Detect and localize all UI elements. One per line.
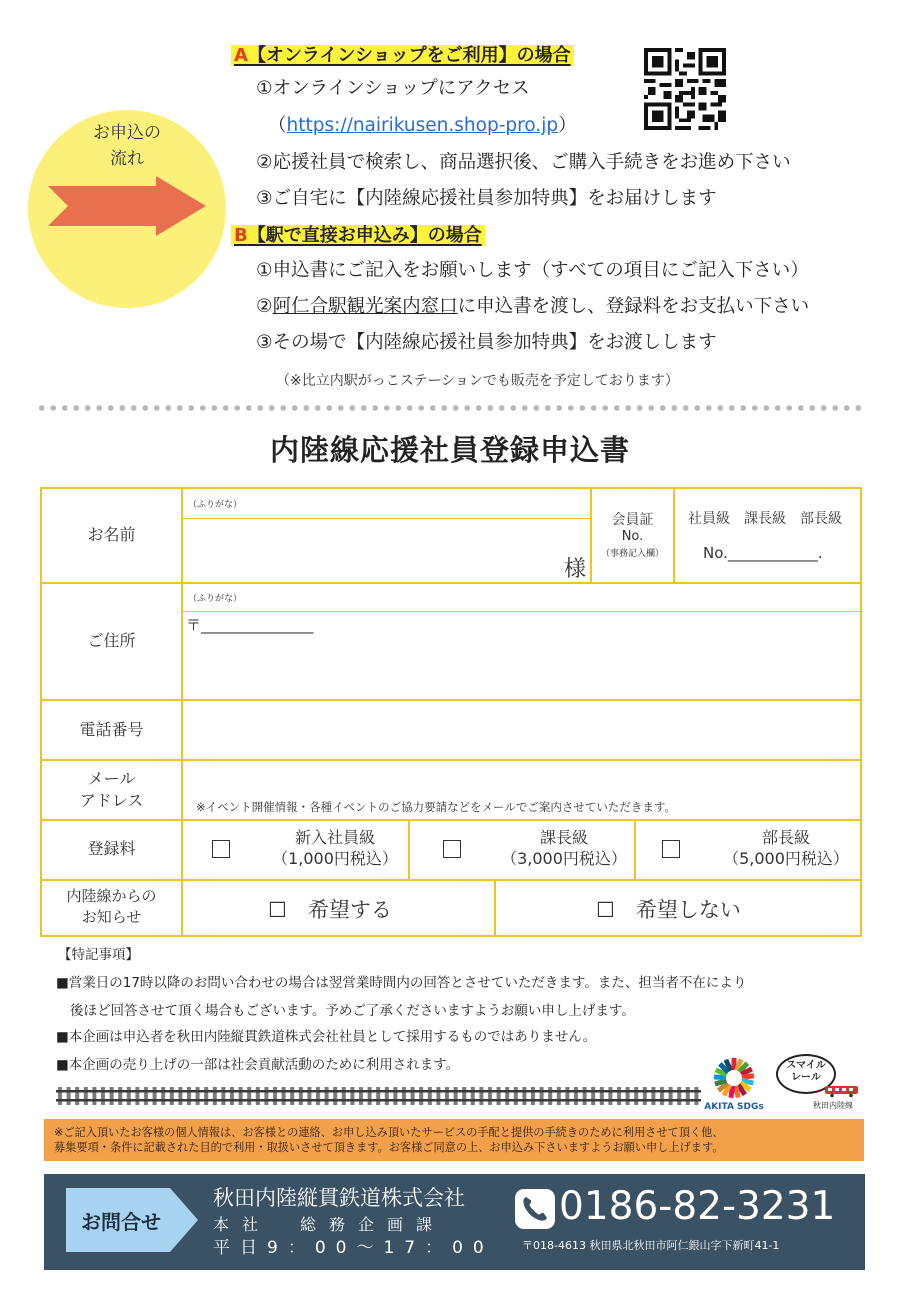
- privacy-notice: ※ご記入頂いたお客様の個人情報は、お客様との連絡、お申し込み頂いたサービスの手配と提供の手続きのために利用させて頂く他、 募集要項・条件に記載された目的で利用・取扱いさせて頂きます。お客様ご同意の上、お申込み下さいますようお願い申し上げます。: [44, 1119, 864, 1161]
- akita-sdgs-text: AKITA SDGs: [704, 1102, 764, 1112]
- section-b-heading: B【駅で直接お申込み】の場合: [231, 224, 485, 248]
- smile-rail-company: 秋田内陸線: [813, 1101, 853, 1110]
- news-option-yes[interactable]: ☐ 希望する: [268, 898, 392, 922]
- email-input[interactable]: [184, 762, 858, 792]
- contact-tag-label: お問合せ: [81, 1210, 161, 1234]
- a-step-3: ③ご自宅に【内陸線応援社員参加特典】をお届けします: [256, 188, 717, 209]
- fee-checkbox-new-employee[interactable]: [212, 840, 230, 858]
- phone-icon: [514, 1188, 556, 1230]
- dotted-divider: [36, 405, 862, 411]
- fee-label: 登録料: [87, 839, 136, 858]
- fee-checkbox-section-chief[interactable]: [443, 840, 461, 858]
- note-1-line-1: ■営業日の17時以降のお問い合わせの場合は翌営業時間内の回答とさせていただきます。また、担当者不在により: [56, 975, 747, 991]
- fee-option-section-chief: 課長級 （3,000円税込）: [501, 828, 627, 868]
- flow-circle-label: お申込の 流れ: [93, 123, 161, 169]
- b-step-3: ③その場で【内陸線応援社員参加特典】をお渡しします: [256, 332, 717, 353]
- member-card-label: 会員証: [611, 512, 654, 528]
- akita-sdgs-logo-icon: [712, 1056, 756, 1100]
- railway-track-icon: [56, 1085, 701, 1107]
- note-1-line-2: 後ほど回答させて頂く場合もございます。予めご了承くださいますようお願い申し上げます。: [70, 1003, 635, 1019]
- member-card-note: （事務記入欄）: [600, 549, 664, 559]
- address-input[interactable]: [184, 640, 858, 698]
- a-step-2: ②応援社員で検索し、商品選択後、ご購入手続きをお進め下さい: [256, 152, 791, 173]
- postal-code-field[interactable]: 〒_______________: [186, 616, 314, 634]
- contact-company: 秋田内陸縦貫鉄道株式会社: [213, 1186, 465, 1210]
- a-step-1: ①オンラインショップにアクセス: [256, 78, 530, 99]
- note-3: ■本企画の売り上げの一部は社会貢献活動のために利用されます。: [56, 1057, 460, 1073]
- phone-label: 電話番号: [79, 720, 144, 739]
- news-yes-checkbox[interactable]: ☐: [268, 898, 287, 922]
- grade-options: 社員級 課長級 部長級: [688, 511, 842, 527]
- member-card-no-label: No.: [621, 529, 644, 544]
- address-label: ご住所: [87, 631, 136, 650]
- b-step-1: ①申込書にご記入をお願いします（すべての項目にご記入下さい）: [256, 260, 809, 281]
- name-furigana-label: （ふりがな）: [188, 500, 243, 510]
- flow-note: （※比立内駅がっこステーションでも販売を予定しております）: [276, 373, 679, 389]
- fee-checkbox-department-head[interactable]: [662, 840, 680, 858]
- contact-address: 〒018-4613 秋田県北秋田市阿仁銀山字下新町41-1: [522, 1239, 780, 1252]
- form-title: 内陸線応援社員登録申込書: [269, 433, 630, 467]
- address-furigana-label: （ふりがな）: [188, 594, 243, 604]
- contact-department: 本社 総務企画課: [213, 1215, 446, 1234]
- smile-rail-text: スマイル レール: [786, 1060, 826, 1083]
- news-option-no[interactable]: ☐ 希望しない: [596, 898, 741, 922]
- fee-option-department-head: 部長級 （5,000円税込）: [723, 828, 849, 868]
- notes-heading: 【特記事項】: [58, 947, 139, 963]
- section-a-heading: A【オンラインショップをご利用】の場合: [231, 44, 574, 68]
- member-no-field: No.____________.: [703, 544, 823, 562]
- news-label: 内陸線からの お知らせ: [66, 887, 157, 926]
- qr-code-icon[interactable]: [644, 48, 726, 130]
- shop-url-link[interactable]: https://nairikusen.shop-pro.jp: [286, 115, 559, 136]
- name-label: お名前: [87, 525, 136, 544]
- phone-input[interactable]: [184, 702, 858, 758]
- fee-option-new-employee: 新入社員級 （1,000円税込）: [272, 828, 398, 868]
- train-icon: [824, 1084, 860, 1098]
- name-input[interactable]: [184, 519, 586, 581]
- contact-phone[interactable]: 0186-82-3231: [559, 1184, 836, 1229]
- b-step-2: ②阿仁合駅観光案内窓口に申込書を渡し、登録料をお支払い下さい: [256, 296, 810, 317]
- news-no-checkbox[interactable]: ☐: [596, 898, 615, 922]
- arrow-right-icon: [48, 176, 208, 236]
- email-note: ※イベント開催情報・各種イベントのご協力要請などをメールでご案内させていただきます。: [196, 800, 676, 814]
- honorific-sama: 様: [564, 557, 587, 582]
- note-2: ■本企画は申込者を秋田内陸縦貫鉄道株式会社社員として採用するものではありません。: [56, 1029, 597, 1045]
- email-label: メール アドレス: [79, 769, 144, 810]
- contact-hours: 平日9：00～17：00: [213, 1238, 494, 1258]
- a-url-line: （https://nairikusen.shop-pro.jp）: [268, 115, 577, 136]
